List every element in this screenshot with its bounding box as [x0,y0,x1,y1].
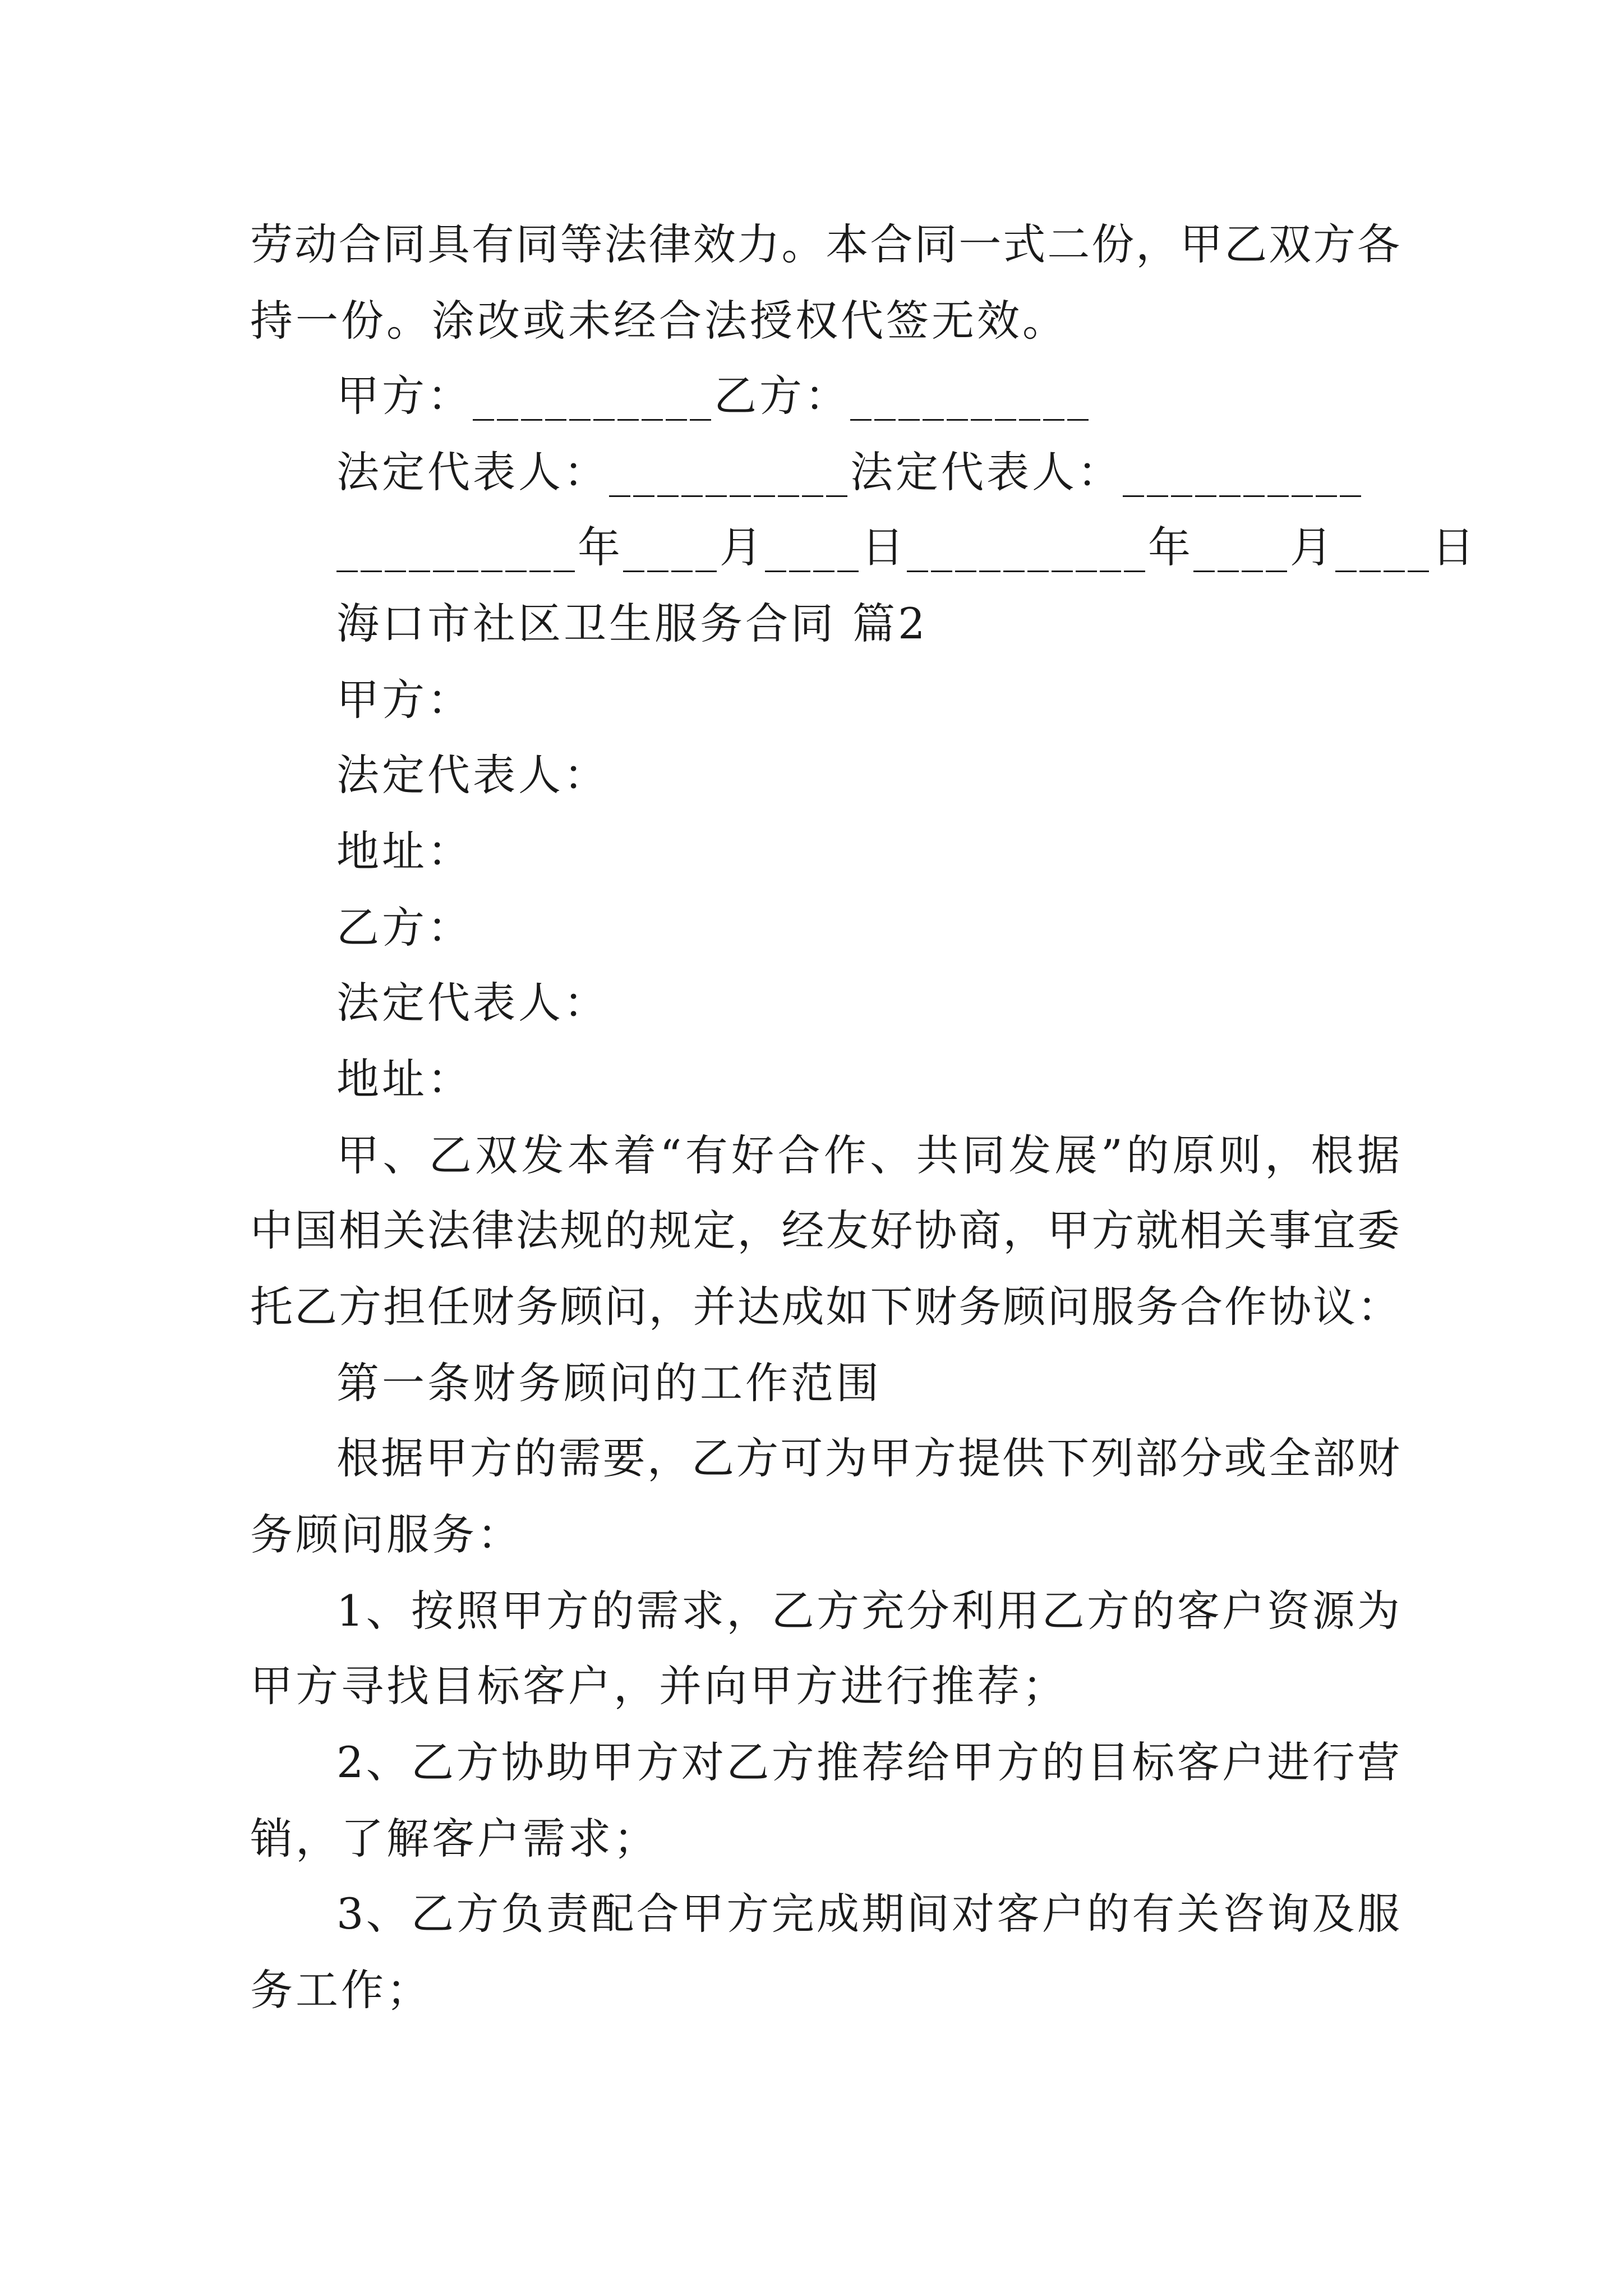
text-line: 甲、乙双发本着“有好合作、共同发展”的原则，根据 [336,1130,1400,1180]
text-line: 持一份。涂改或未经合法授权代签无效。 [250,296,1068,346]
text-line: 劳动合同具有同等法律效力。本合同一式二份，甲乙双方各 [250,219,1400,269]
text-line: 根据甲方的需要，乙方可为甲方提供下列部分或全部财 [336,1433,1400,1483]
party-a-label: 甲方： [336,675,473,725]
party-a-address-label: 地址： [336,826,473,876]
section-title: 海口市社区卫生服务合同 篇2 [336,599,928,648]
party-b-representative-label: 法定代表人： [336,978,609,1028]
signature-line-parties: 甲方：__________乙方：__________ [336,371,1091,421]
text-line: 务工作； [250,1965,432,2015]
list-item-2: 2、乙方协助甲方对乙方推荐给甲方的目标客户进行营 [336,1737,1400,1787]
party-b-address-label: 地址： [336,1054,473,1104]
signature-line-dates: __________年____月____日__________年____月____日 [336,522,1477,572]
list-item-3: 3、乙方负责配合甲方完成期间对客户的有关咨询及服 [336,1889,1400,1939]
text-line: 务顾问服务： [250,1510,523,1559]
party-a-representative-label: 法定代表人： [336,750,609,800]
party-b-label: 乙方： [336,903,473,953]
text-line: 甲方寻找目标客户，并向甲方进行推荐； [250,1661,1068,1711]
text-line: 销，了解客户需求； [250,1814,659,1864]
list-item-1: 1、按照甲方的需求，乙方充分利用乙方的客户资源为 [336,1586,1400,1636]
text-line: 托乙方担任财务顾问，并达成如下财务顾问服务合作协议： [250,1282,1400,1332]
article-heading: 第一条财务顾问的工作范围 [336,1358,882,1408]
signature-line-representatives: 法定代表人：__________法定代表人：__________ [336,447,1364,497]
text-line: 中国相关法律法规的规定，经友好协商，甲方就相关事宜委 [250,1205,1400,1255]
